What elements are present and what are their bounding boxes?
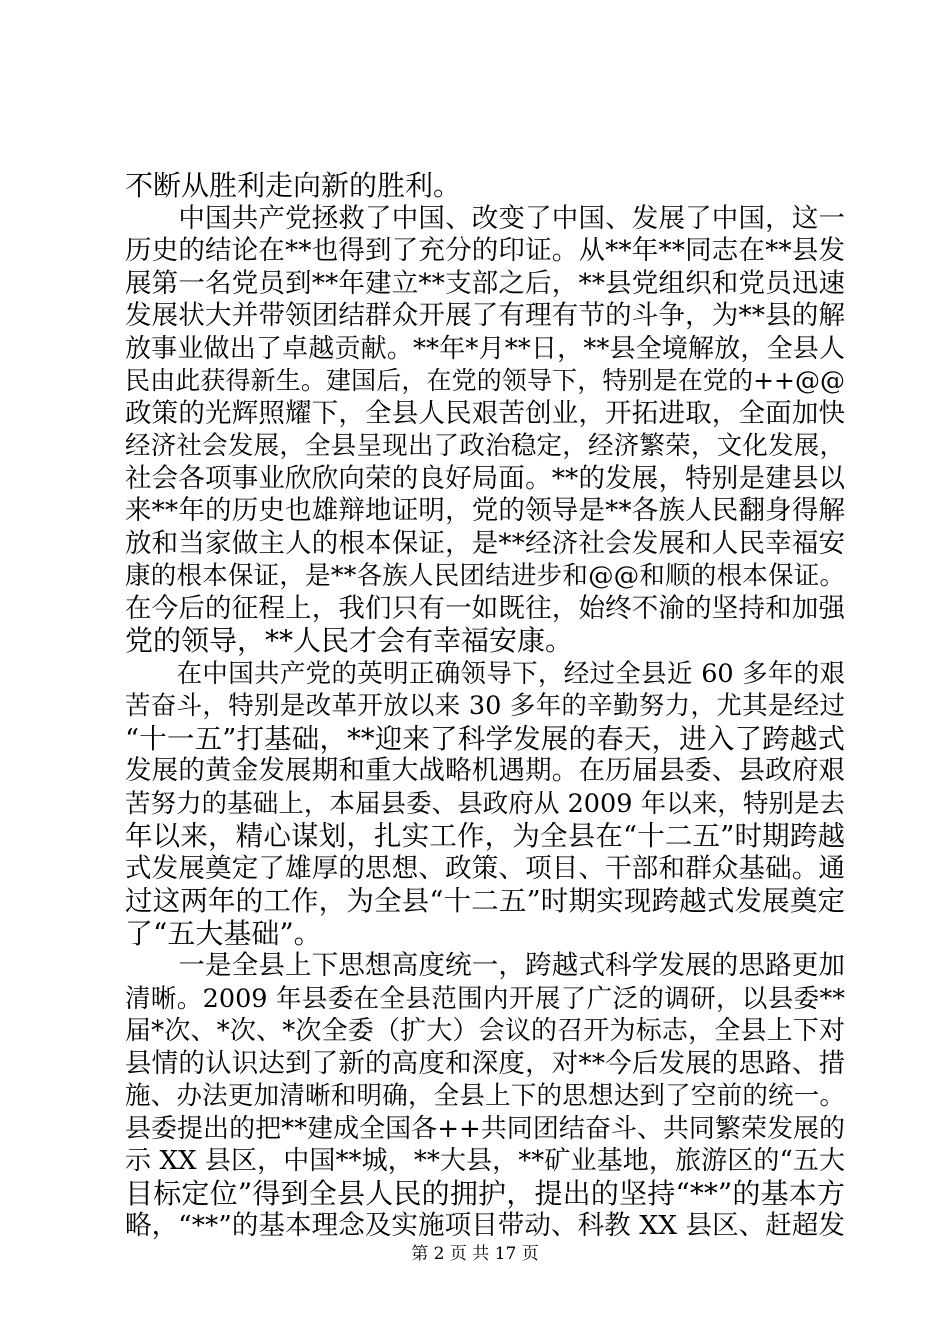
- text-line: 苦奋斗，特别是改革开放以来 30 多年的辛勤努力，尤其是经过: [125, 691, 845, 721]
- page-footer: 第 2 页 共 17 页: [411, 1244, 539, 1264]
- text-line: 民由此获得新生。建国后，在党的领导下，特别是在党的++@@: [125, 366, 845, 395]
- text-line: 发展的黄金发展期和重大战略机遇期。在历届县委、县政府艰: [125, 755, 845, 786]
- text-line: “十一五”打基础，**迎来了科学发展的春天，进入了跨越式: [125, 722, 845, 755]
- text-line: 中国共产党拯救了中国、改变了中国、发展了中国，这一: [125, 202, 845, 234]
- text-line: 党的领导，**人民才会有幸福安康。: [125, 624, 574, 657]
- text-line: 一是全县上下思想高度统一，跨越式科学发展的思路更加: [125, 950, 845, 981]
- text-line: 届*次、*次、*次全委（扩大）会议的召开为标志，全县上下对: [125, 1016, 845, 1046]
- text-line: 来**年的历史也雄辩地证明，党的领导是**各族人民翻身得解: [125, 495, 845, 526]
- text-line: 在中国共产党的英明正确领导下，经过全县近 60 多年的艰: [125, 658, 845, 689]
- text-line: 了“五大基础”。: [125, 916, 322, 950]
- text-line: 过这两年的工作，为全县“十二五”时期实现跨越式发展奠定: [125, 885, 845, 917]
- text-line: 县情的认识达到了新的高度和深度，对**今后发展的思路、措: [125, 1047, 845, 1079]
- text-line: 发展状大并带领团结群众开展了有理有节的斗争，为**县的解: [125, 300, 845, 331]
- text-line: 目标定位”得到全县人民的拥护，提出的坚持“**”的基本方: [125, 1176, 845, 1210]
- text-line: 施、办法更加清晰和明确，全县上下的思想达到了空前的统一。: [125, 1081, 845, 1111]
- text-line: 县委提出的把**建成全国各++共同团结奋斗、共同繁荣发展的: [125, 1113, 845, 1144]
- text-line: 放和当家做主人的根本保证，是**经济社会发展和人民幸福安: [125, 527, 845, 559]
- text-line: 不断从胜利走向新的胜利。: [125, 169, 462, 202]
- text-line: 清晰。2009 年县委在全县范围内开展了广泛的调研，以县委**: [125, 983, 845, 1014]
- text-line: 展第一名党员到**年建立**支部之后，**县党组织和党员迅速: [125, 267, 845, 299]
- text-line: 略，“**”的基本理念及实施项目带动、科教 XX 县区、赶超发: [125, 1210, 845, 1241]
- text-line: 康的根本保证，是**各族人民团结进步和@@和顺的根本保证。: [125, 561, 845, 591]
- body-text: [125, 170, 845, 1243]
- text-line: 苦努力的基础上，本届县委、县政府从 2009 年以来，特别是去: [125, 788, 845, 819]
- text-line: 年以来，精心谋划，扎实工作，为全县在“十二五”时期跨越: [125, 820, 845, 852]
- text-line: 经济社会发展，全县呈现出了政治稳定，经济繁荣，文化发展，: [125, 431, 845, 461]
- text-line: 政策的光辉照耀下，全县人民艰苦创业，开拓进取，全面加快: [125, 397, 845, 429]
- text-line: 示 XX 县区，中国**城，**大县，**矿业基地，旅游区的“五大: [125, 1146, 845, 1176]
- text-line: 式发展奠定了雄厚的思想、政策、项目、干部和群众基础。通: [125, 852, 845, 884]
- text-line: 放事业做出了卓越贡献。**年*月**日，**县全境解放，全县人: [125, 333, 845, 364]
- text-line: 社会各项事业欣欣向荣的良好局面。**的发展，特别是建县以: [125, 462, 845, 494]
- text-line: 在今后的征程上，我们只有一如既往，始终不渝的坚持和加强: [125, 592, 845, 624]
- text-line: 历史的结论在**也得到了充分的印证。从**年**同志在**县发: [125, 235, 845, 266]
